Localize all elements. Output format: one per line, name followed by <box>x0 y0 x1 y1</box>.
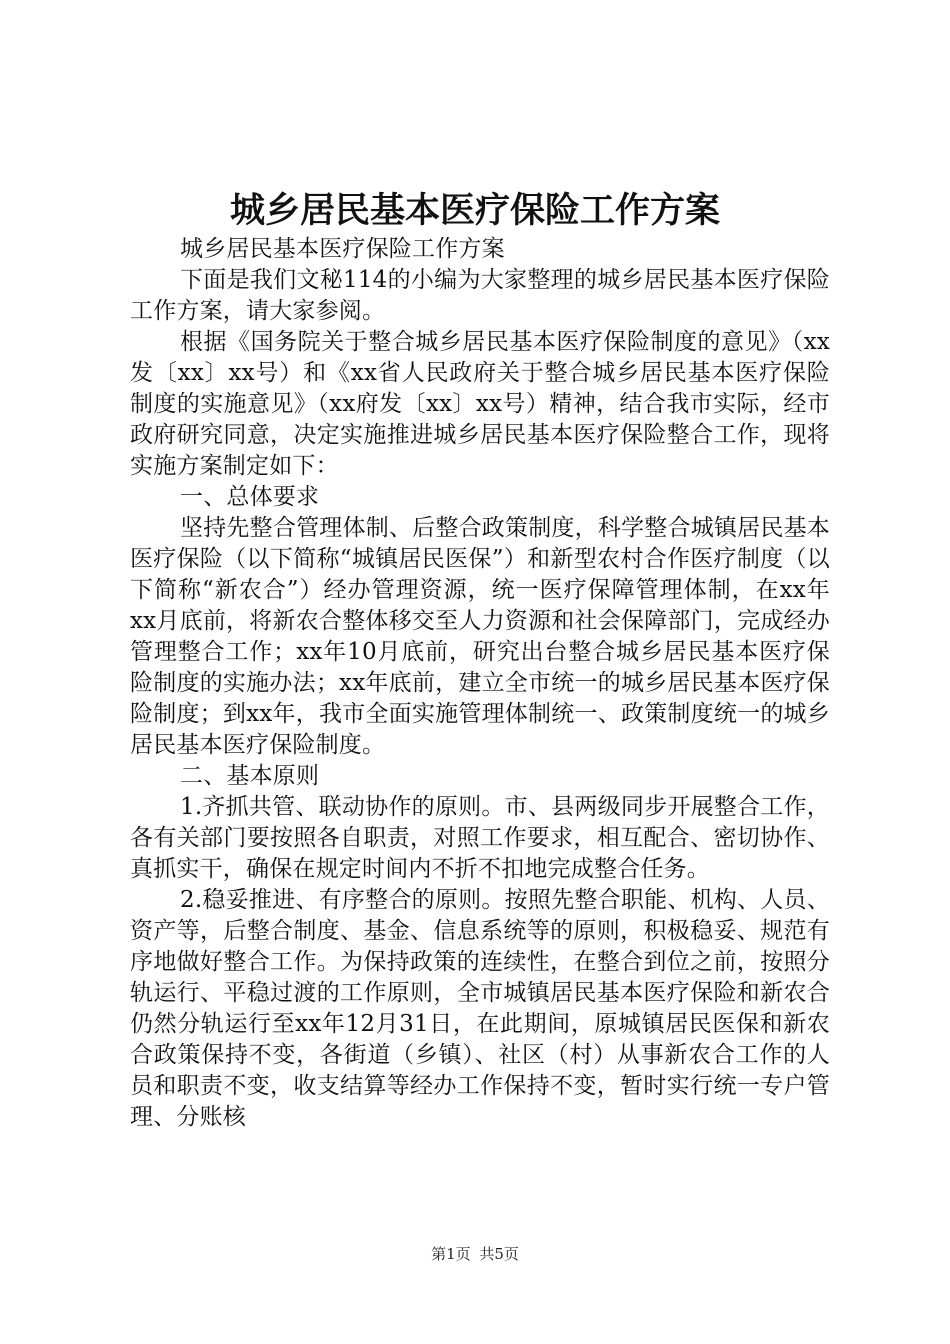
paragraph-subtitle: 城乡居民基本医疗保险工作方案 <box>180 236 505 262</box>
page-footer <box>0 1244 950 1264</box>
document-title: 城乡居民基本医疗保险工作方案 <box>229 190 720 231</box>
paragraph-general-requirements: 坚持先整合管理体制、后整合政策制度，科学整合城镇居民基本医疗保险（以下简称“城镇居民医保”）和新型农村合作医疗制度（以下简称“新农合”）经办管理资源，统一医疗保障管理体制，在xx年xx月底前，将新农合整体移交至人力资源和社会保障部门，完成经办管理整合工作；xx年10月底前，研究出台整合城乡居民基本医疗保险制度的实施办法；xx年底前，建立全市统一的城乡居民基本医疗保险制度；到xx年，我市全面实施管理体制统一、政策制度统一的城乡居民基本医疗保险制度。 <box>130 515 830 758</box>
section-heading-basic-principles: 二、基本原则 <box>180 763 320 789</box>
paragraph-basis: 根据《国务院关于整合城乡居民基本医疗保险制度的意见》（xx发〔xx〕xx号）和《xx省人民政府关于整合城乡居民基本医疗保险制度的实施意见》（xx府发〔xx〕xx号）精神，结合我市实际，经市政府研究同意，决定实施推进城乡居民基本医疗保险整合工作，现将实施方案制定如下： <box>130 329 830 479</box>
page-total: 共5页 <box>479 1245 519 1263</box>
section-heading-general-requirements: 一、总体要求 <box>180 484 320 510</box>
paragraph-principle-2: 2.稳妥推进、有序整合的原则。按照先整合职能、机构、人员、资产等，后整合制度、基金、信息系统等的原则，积极稳妥、规范有序地做好整合工作。为保持政策的连续性，在整合到位之前，按照分轨运行、平稳过渡的工作原则，全市城镇居民基本医疗保险和新农合仍然分轨运行至xx年12月31日，在此期间，原城镇居民医保和新农合政策保持不变，各街道（乡镇）、社区（村）从事新农合工作的人员和职责不变，收支结算等经办工作保持不变，暂时实行统一专户管理、分账核 <box>130 887 830 1130</box>
document-body <box>130 234 830 1133</box>
paragraph-intro: 下面是我们文秘114的小编为大家整理的城乡居民基本医疗保险工作方案，请大家参阅。 <box>130 267 830 324</box>
page-number: 第1页 <box>431 1245 471 1263</box>
paragraph-principle-1: 1.齐抓共管、联动协作的原则。市、县两级同步开展整合工作，各有关部门要按照各自职责，对照工作要求，相互配合、密切协作、真抓实干，确保在规定时间内不折不扣地完成整合任务。 <box>130 794 830 882</box>
